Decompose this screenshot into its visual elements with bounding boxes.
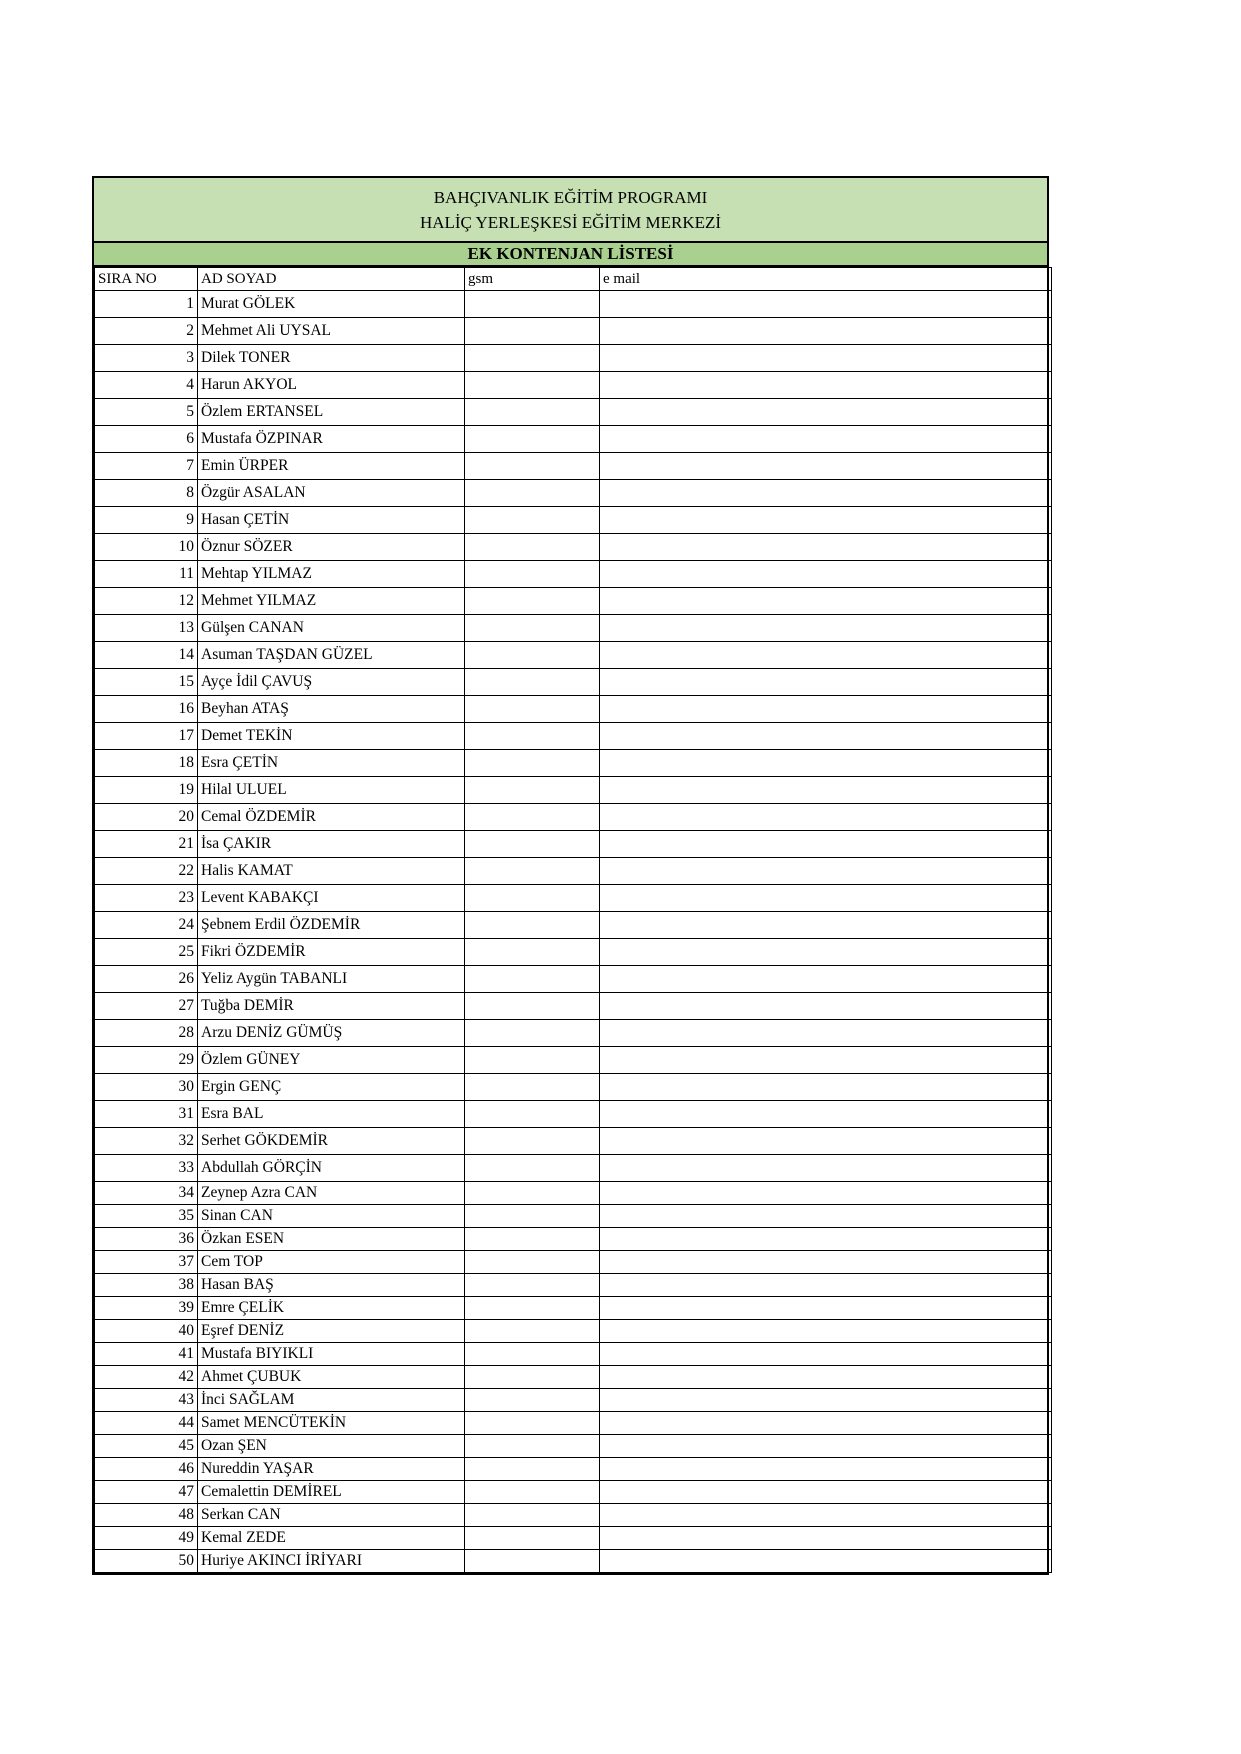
row-number-cell: 12 (95, 588, 198, 615)
gsm-cell (465, 1527, 600, 1550)
name-cell: Hasan ÇETİN (198, 507, 465, 534)
row-number-cell: 14 (95, 642, 198, 669)
email-cell (600, 291, 1052, 318)
email-cell (600, 399, 1052, 426)
table-row (95, 588, 1052, 615)
gsm-cell (465, 669, 600, 696)
email-cell (600, 453, 1052, 480)
name-cell: Kemal ZEDE (198, 1527, 465, 1550)
name-cell: Özkan ESEN (198, 1228, 465, 1251)
table-row (95, 858, 1052, 885)
table-row (95, 1101, 1052, 1128)
row-number-cell: 15 (95, 669, 198, 696)
row-number-cell: 25 (95, 939, 198, 966)
table-row (95, 561, 1052, 588)
table-row (95, 372, 1052, 399)
name-cell: Halis KAMAT (198, 858, 465, 885)
name-cell: İsa ÇAKIR (198, 831, 465, 858)
spreadsheet-print-area (92, 176, 1049, 1575)
gsm-cell (465, 318, 600, 345)
email-cell (600, 1101, 1052, 1128)
email-cell (600, 345, 1052, 372)
email-cell (600, 831, 1052, 858)
row-number-cell: 32 (95, 1128, 198, 1155)
row-number-cell: 20 (95, 804, 198, 831)
table-row (95, 804, 1052, 831)
gsm-cell (465, 480, 600, 507)
gsm-cell (465, 1155, 600, 1182)
email-cell (600, 534, 1052, 561)
table-row (95, 669, 1052, 696)
row-number-cell: 48 (95, 1504, 198, 1527)
table-row (95, 777, 1052, 804)
gsm-cell (465, 453, 600, 480)
gsm-cell (465, 1481, 600, 1504)
table-row (95, 1182, 1052, 1205)
row-number-cell: 47 (95, 1481, 198, 1504)
gsm-cell (465, 1182, 600, 1205)
name-cell: Zeynep Azra CAN (198, 1182, 465, 1205)
name-cell: Huriye AKINCI İRİYARI (198, 1550, 465, 1573)
email-cell (600, 1435, 1052, 1458)
gsm-cell (465, 1251, 600, 1274)
email-cell (600, 1297, 1052, 1320)
name-cell: Cem TOP (198, 1251, 465, 1274)
name-cell: Öznur SÖZER (198, 534, 465, 561)
email-cell (600, 1251, 1052, 1274)
gsm-cell (465, 291, 600, 318)
email-cell (600, 480, 1052, 507)
gsm-cell (465, 1020, 600, 1047)
name-cell: Emre ÇELİK (198, 1297, 465, 1320)
row-number-cell: 44 (95, 1412, 198, 1435)
gsm-cell (465, 399, 600, 426)
row-number-cell: 7 (95, 453, 198, 480)
row-number-cell: 33 (95, 1155, 198, 1182)
gsm-cell (465, 1320, 600, 1343)
table-row (95, 1205, 1052, 1228)
gsm-cell (465, 1550, 600, 1573)
table-row (95, 453, 1052, 480)
name-cell: Sinan CAN (198, 1205, 465, 1228)
email-cell (600, 885, 1052, 912)
email-cell (600, 318, 1052, 345)
name-cell: Serhet GÖKDEMİR (198, 1128, 465, 1155)
table-row (95, 507, 1052, 534)
name-cell: Abdullah GÖRÇİN (198, 1155, 465, 1182)
row-number-cell: 26 (95, 966, 198, 993)
gsm-cell (465, 345, 600, 372)
table-row (95, 1527, 1052, 1550)
row-number-cell: 34 (95, 1182, 198, 1205)
name-cell: Emin ÜRPER (198, 453, 465, 480)
gsm-cell (465, 1228, 600, 1251)
table-row (95, 291, 1052, 318)
row-number-cell: 1 (95, 291, 198, 318)
name-cell: Arzu DENİZ GÜMÜŞ (198, 1020, 465, 1047)
email-cell (600, 561, 1052, 588)
name-cell: Cemalettin DEMİREL (198, 1481, 465, 1504)
table-row (95, 1458, 1052, 1481)
gsm-cell (465, 750, 600, 777)
name-cell: Özlem GÜNEY (198, 1047, 465, 1074)
gsm-cell (465, 507, 600, 534)
table-row (95, 723, 1052, 750)
name-cell: Levent KABAKÇI (198, 885, 465, 912)
gsm-cell (465, 642, 600, 669)
row-number-cell: 13 (95, 615, 198, 642)
table-row (95, 1550, 1052, 1573)
table-row (95, 1297, 1052, 1320)
name-cell: Mehtap YILMAZ (198, 561, 465, 588)
row-number-cell: 35 (95, 1205, 198, 1228)
table-row (95, 1047, 1052, 1074)
email-cell (600, 1074, 1052, 1101)
gsm-cell (465, 1101, 600, 1128)
table-row (95, 399, 1052, 426)
email-cell (600, 1274, 1052, 1297)
gsm-cell (465, 1297, 600, 1320)
email-cell (600, 1205, 1052, 1228)
gsm-cell (465, 1366, 600, 1389)
gsm-cell (465, 1412, 600, 1435)
name-cell: Özgür ASALAN (198, 480, 465, 507)
name-cell: Esra ÇETİN (198, 750, 465, 777)
name-cell: Cemal ÖZDEMİR (198, 804, 465, 831)
email-cell (600, 615, 1052, 642)
row-number-cell: 4 (95, 372, 198, 399)
document-title-block (94, 178, 1047, 241)
row-number-cell: 31 (95, 1101, 198, 1128)
row-number-cell: 42 (95, 1366, 198, 1389)
email-cell (600, 858, 1052, 885)
name-cell: Ahmet ÇUBUK (198, 1366, 465, 1389)
row-number-cell: 18 (95, 750, 198, 777)
name-cell: Murat GÖLEK (198, 291, 465, 318)
table-row (95, 1389, 1052, 1412)
row-number-cell: 41 (95, 1343, 198, 1366)
gsm-cell (465, 858, 600, 885)
name-cell: Serkan CAN (198, 1504, 465, 1527)
row-number-cell: 37 (95, 1251, 198, 1274)
name-cell: Mehmet Ali UYSAL (198, 318, 465, 345)
table-row (95, 1020, 1052, 1047)
row-number-cell: 21 (95, 831, 198, 858)
email-cell (600, 588, 1052, 615)
name-cell: Şebnem Erdil ÖZDEMİR (198, 912, 465, 939)
table-row (95, 426, 1052, 453)
row-number-cell: 28 (95, 1020, 198, 1047)
row-number-cell: 23 (95, 885, 198, 912)
name-cell: Dilek TONER (198, 345, 465, 372)
email-cell (600, 1155, 1052, 1182)
row-number-cell: 46 (95, 1458, 198, 1481)
column-header-sira-no: SIRA NO (95, 268, 198, 291)
table-row (95, 642, 1052, 669)
row-number-cell: 19 (95, 777, 198, 804)
email-cell (600, 966, 1052, 993)
email-cell (600, 750, 1052, 777)
gsm-cell (465, 372, 600, 399)
list-banner: EK KONTENJAN LİSTESİ (94, 241, 1047, 267)
gsm-cell (465, 1435, 600, 1458)
email-cell (600, 912, 1052, 939)
row-number-cell: 40 (95, 1320, 198, 1343)
row-number-cell: 10 (95, 534, 198, 561)
email-cell (600, 1182, 1052, 1205)
email-cell (600, 723, 1052, 750)
email-cell (600, 372, 1052, 399)
email-cell (600, 426, 1052, 453)
gsm-cell (465, 885, 600, 912)
gsm-cell (465, 723, 600, 750)
row-number-cell: 45 (95, 1435, 198, 1458)
email-cell (600, 696, 1052, 723)
table-row (95, 750, 1052, 777)
row-number-cell: 43 (95, 1389, 198, 1412)
table-header-row (95, 268, 1052, 291)
gsm-cell (465, 912, 600, 939)
gsm-cell (465, 1389, 600, 1412)
email-cell (600, 507, 1052, 534)
table-row (95, 885, 1052, 912)
row-number-cell: 50 (95, 1550, 198, 1573)
name-cell: Samet MENCÜTEKİN (198, 1412, 465, 1435)
column-header-e-mail: e mail (600, 268, 1052, 291)
email-cell (600, 1389, 1052, 1412)
row-number-cell: 6 (95, 426, 198, 453)
name-cell: Nureddin YAŞAR (198, 1458, 465, 1481)
row-number-cell: 17 (95, 723, 198, 750)
gsm-cell (465, 1458, 600, 1481)
table-row (95, 1481, 1052, 1504)
email-cell (600, 1020, 1052, 1047)
email-cell (600, 1527, 1052, 1550)
table-row (95, 1128, 1052, 1155)
email-cell (600, 1481, 1052, 1504)
email-cell (600, 804, 1052, 831)
gsm-cell (465, 777, 600, 804)
gsm-cell (465, 615, 600, 642)
name-cell: Mehmet YILMAZ (198, 588, 465, 615)
name-cell: Hilal ULUEL (198, 777, 465, 804)
name-cell: Harun AKYOL (198, 372, 465, 399)
gsm-cell (465, 588, 600, 615)
row-number-cell: 24 (95, 912, 198, 939)
table-row (95, 1435, 1052, 1458)
table-row (95, 966, 1052, 993)
name-cell: Demet TEKİN (198, 723, 465, 750)
row-number-cell: 36 (95, 1228, 198, 1251)
name-cell: Esra BAL (198, 1101, 465, 1128)
email-cell (600, 1412, 1052, 1435)
gsm-cell (465, 1343, 600, 1366)
name-cell: Özlem ERTANSEL (198, 399, 465, 426)
table-row (95, 993, 1052, 1020)
row-number-cell: 5 (95, 399, 198, 426)
table-row (95, 1504, 1052, 1527)
gsm-cell (465, 696, 600, 723)
email-cell (600, 1320, 1052, 1343)
email-cell (600, 1550, 1052, 1573)
table-row (95, 318, 1052, 345)
name-cell: Ayçe İdil ÇAVUŞ (198, 669, 465, 696)
table-row (95, 1343, 1052, 1366)
email-cell (600, 1504, 1052, 1527)
table-row (95, 1412, 1052, 1435)
row-number-cell: 3 (95, 345, 198, 372)
program-title-line2: HALİÇ YERLEŞKESİ EĞİTİM MERKEZİ (419, 212, 722, 232)
name-cell: Ergin GENÇ (198, 1074, 465, 1101)
email-cell (600, 939, 1052, 966)
column-header-ad-soyad: AD SOYAD (198, 268, 465, 291)
email-cell (600, 1047, 1052, 1074)
email-cell (600, 993, 1052, 1020)
gsm-cell (465, 1274, 600, 1297)
roster-table (94, 267, 1052, 1573)
name-cell: Fikri ÖZDEMİR (198, 939, 465, 966)
row-number-cell: 29 (95, 1047, 198, 1074)
table-row (95, 1366, 1052, 1389)
email-cell (600, 1458, 1052, 1481)
name-cell: Asuman TAŞDAN GÜZEL (198, 642, 465, 669)
table-row (95, 1274, 1052, 1297)
row-number-cell: 22 (95, 858, 198, 885)
gsm-cell (465, 426, 600, 453)
name-cell: Gülşen CANAN (198, 615, 465, 642)
row-number-cell: 27 (95, 993, 198, 1020)
table-row (95, 1320, 1052, 1343)
name-cell: Tuğba DEMİR (198, 993, 465, 1020)
email-cell (600, 669, 1052, 696)
row-number-cell: 2 (95, 318, 198, 345)
email-cell (600, 1228, 1052, 1251)
table-row (95, 345, 1052, 372)
table-row (95, 912, 1052, 939)
email-cell (600, 1128, 1052, 1155)
row-number-cell: 49 (95, 1527, 198, 1550)
email-cell (600, 1343, 1052, 1366)
gsm-cell (465, 993, 600, 1020)
gsm-cell (465, 1047, 600, 1074)
gsm-cell (465, 831, 600, 858)
gsm-cell (465, 534, 600, 561)
name-cell: Beyhan ATAŞ (198, 696, 465, 723)
email-cell (600, 777, 1052, 804)
row-number-cell: 9 (95, 507, 198, 534)
table-row (95, 1228, 1052, 1251)
table-row (95, 831, 1052, 858)
table-row (95, 615, 1052, 642)
program-title-line1: BAHÇIVANLIK EĞİTİM PROGRAMI (433, 187, 708, 207)
email-cell (600, 1366, 1052, 1389)
name-cell: Mustafa BIYIKLI (198, 1343, 465, 1366)
row-number-cell: 38 (95, 1274, 198, 1297)
column-header-gsm: gsm (465, 268, 600, 291)
gsm-cell (465, 966, 600, 993)
gsm-cell (465, 1128, 600, 1155)
gsm-cell (465, 1074, 600, 1101)
name-cell: İnci SAĞLAM (198, 1389, 465, 1412)
table-row (95, 480, 1052, 507)
name-cell: Eşref DENİZ (198, 1320, 465, 1343)
table-row (95, 696, 1052, 723)
table-row (95, 534, 1052, 561)
email-cell (600, 642, 1052, 669)
table-row (95, 1155, 1052, 1182)
gsm-cell (465, 1504, 600, 1527)
table-row (95, 939, 1052, 966)
table-row (95, 1251, 1052, 1274)
name-cell: Mustafa ÖZPINAR (198, 426, 465, 453)
name-cell: Yeliz Aygün TABANLI (198, 966, 465, 993)
row-number-cell: 8 (95, 480, 198, 507)
row-number-cell: 30 (95, 1074, 198, 1101)
gsm-cell (465, 804, 600, 831)
name-cell: Hasan BAŞ (198, 1274, 465, 1297)
table-row (95, 1074, 1052, 1101)
gsm-cell (465, 939, 600, 966)
name-cell: Ozan ŞEN (198, 1435, 465, 1458)
row-number-cell: 11 (95, 561, 198, 588)
gsm-cell (465, 1205, 600, 1228)
gsm-cell (465, 561, 600, 588)
row-number-cell: 16 (95, 696, 198, 723)
row-number-cell: 39 (95, 1297, 198, 1320)
